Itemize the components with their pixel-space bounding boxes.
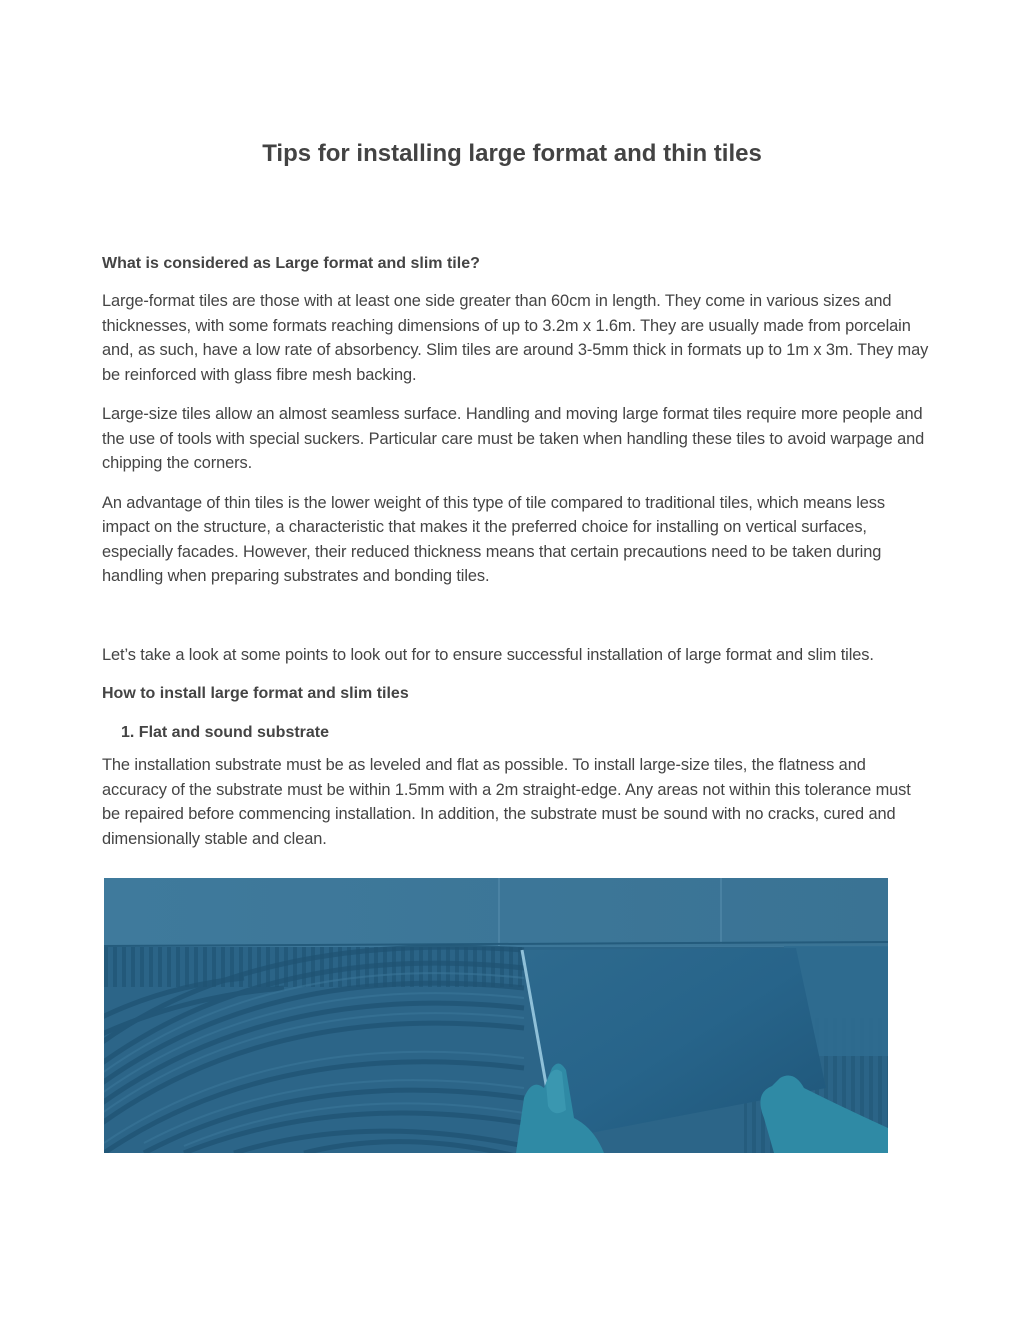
paragraph-handling: Large-size tiles allow an almost seamless surface. Handling and moving large format tiles require more people and the use of tools with special suckers. Particular care must be taken when handling these tiles to avoid warpage and chipping the corners. <box>102 405 925 472</box>
document-body <box>102 252 932 851</box>
paragraph-thin-tiles: An advantage of thin tiles is the lower weight of this type of tile compared to traditional tiles, which means less impact on the structure, a characteristic that makes it the preferred choice for installing on vertical surfaces, especially facades. However, their reduced thickness means that certain precautions need to be taken during handling when preparing substrates and bonding tiles. <box>102 493 885 585</box>
paragraph-definition: Large-format tiles are those with at least one side greater than 60cm in length. They come in various sizes and thicknesses, with some formats reaching dimensions of up to 3.2m x 1.6m. They are usually made from porcelain and, as such, have a low rate of absorbency. Slim tiles are around 3-5mm thick in formats up to 1m x 3m. They may be reinforced with glass fibre mesh backing. <box>102 292 929 384</box>
tile-installation-illustration <box>104 878 888 1153</box>
list-item-flat-substrate: 1. Flat and sound substrate <box>121 724 330 741</box>
page-title: Tips for installing large format and thin tiles <box>262 140 762 167</box>
paragraph-intro: Let’s take a look at some points to look out for to ensure successful installation of large format and slim tiles. <box>102 645 874 664</box>
paragraph-substrate: The installation substrate must be as leveled and flat as possible. To install large-size tiles, the flatness and accuracy of the substrate must be within 1.5mm with a 2m straight-edge. Any areas not within this tolerance must be repaired before commencing installation. In addition, the substrate must be sound with no cracks, cured and dimensionally stable and clean. <box>102 756 911 848</box>
section-heading-how-to-install: How to install large format and slim tiles <box>102 685 409 702</box>
section-heading-large-format: What is considered as Large format and slim tile? <box>102 255 480 272</box>
tile-installation-photo <box>104 878 888 1153</box>
